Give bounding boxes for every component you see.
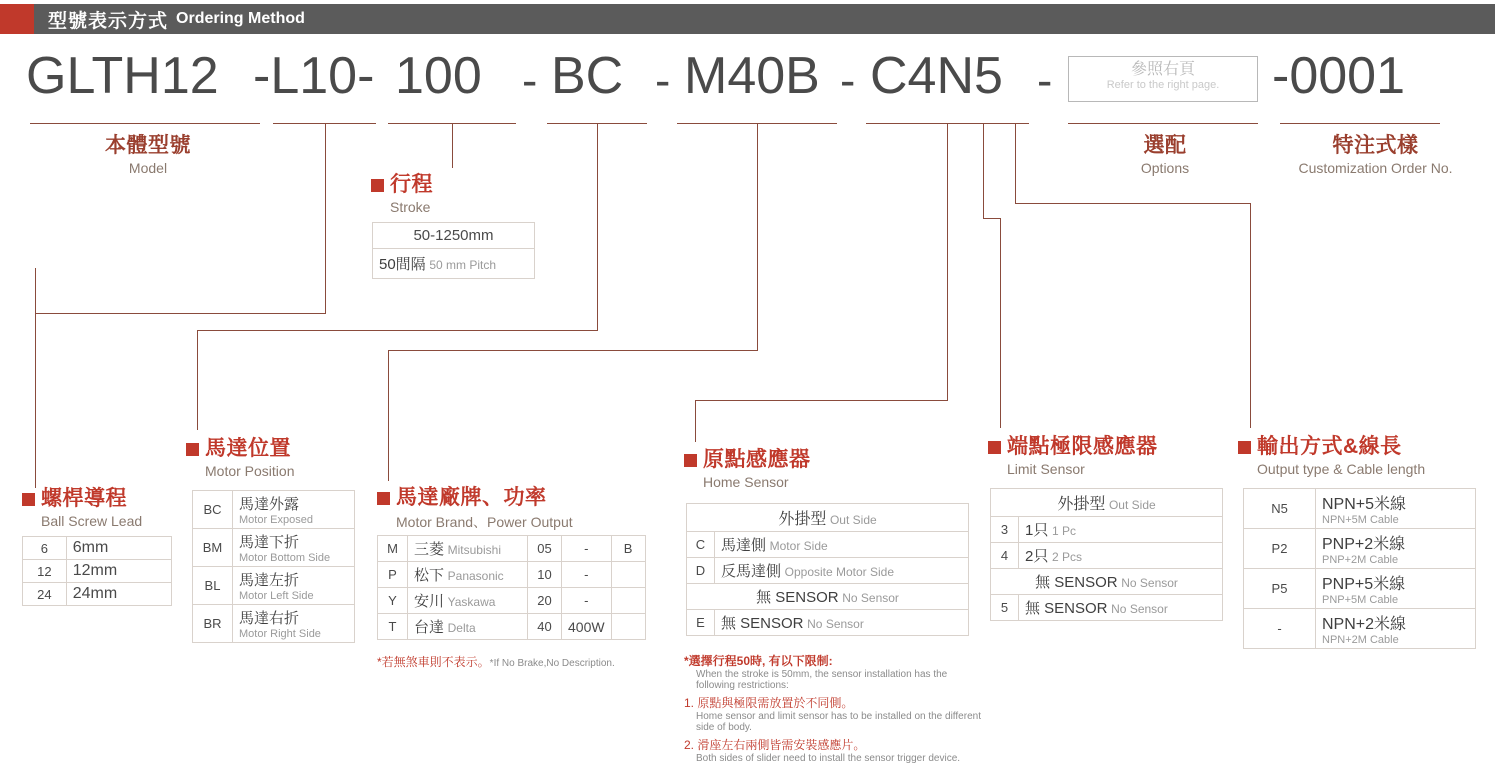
- home-code: D: [687, 558, 715, 584]
- lead-value: 12mm: [66, 560, 171, 583]
- label-custom-cn: 特注式樣: [1332, 134, 1419, 157]
- brand-en: Yaskawa: [447, 595, 496, 609]
- connector-limit-v1: [983, 123, 984, 218]
- stroke-range: 50-1250mm: [373, 223, 535, 249]
- table-row: [687, 610, 969, 636]
- brand-power: 05: [528, 536, 562, 562]
- label-motor-position: [186, 432, 294, 479]
- table-row: [1244, 609, 1476, 649]
- output-en: NPN+2M Cable: [1322, 634, 1399, 646]
- brand-brake: [611, 562, 645, 588]
- lead-value: 24mm: [66, 583, 171, 606]
- label-output-en: Output type & Cable length: [1257, 461, 1426, 477]
- header-bar: [34, 4, 1495, 34]
- pn-custom: -0001: [1272, 47, 1405, 105]
- table-row: [991, 569, 1223, 595]
- label-model-cn: 本體型號: [105, 134, 191, 157]
- stroke-pitch-cn: 50間隔: [379, 256, 426, 273]
- output-code: N5: [1244, 489, 1316, 529]
- lead-code: 6: [23, 537, 67, 560]
- brand-en: Delta: [447, 621, 476, 635]
- label-home-en: Home Sensor: [703, 474, 789, 490]
- table-row: [1244, 529, 1476, 569]
- connector-motorpos-v1: [597, 123, 598, 330]
- brand-code: P: [378, 562, 408, 588]
- table-row: [1244, 489, 1476, 529]
- limit-code: 4: [991, 543, 1019, 569]
- connector-home-h: [695, 400, 948, 401]
- options-placeholder-cn: 參照右頁: [1130, 61, 1195, 78]
- limit-header-cn: 外掛型: [1057, 496, 1106, 513]
- motorpos-code: BM: [193, 529, 233, 567]
- limit-cn: 2只: [1025, 548, 1049, 565]
- motorpos-cn: 馬達左折: [239, 572, 300, 589]
- pn-stroke: 100: [395, 47, 482, 105]
- brand-brake: [611, 614, 645, 640]
- limit-en: No Sensor: [1111, 602, 1168, 616]
- connector-output-h: [1015, 203, 1250, 204]
- brand-brake: B: [611, 536, 645, 562]
- underline-custom: [1280, 123, 1440, 124]
- lead-code: 24: [23, 583, 67, 606]
- page-header: [0, 4, 1495, 34]
- lead-value: 6mm: [66, 537, 171, 560]
- ball-screw-lead-table: [22, 536, 172, 606]
- connector-brand-v1: [757, 123, 758, 350]
- label-options-cn: 選配: [1143, 134, 1187, 157]
- connector-stroke-v: [452, 123, 453, 168]
- pn-dash-1: -: [522, 54, 538, 106]
- motorpos-code: BR: [193, 605, 233, 643]
- brand-code: M: [378, 536, 408, 562]
- motor-brand-note-en: *If No Brake,No Description.: [489, 658, 615, 669]
- connector-motorpos-v2: [197, 330, 198, 430]
- label-options-en: Options: [1140, 160, 1190, 176]
- home-header-en: Out Side: [829, 513, 877, 527]
- limit-sensor-table: [990, 488, 1223, 621]
- table-row: [23, 583, 172, 606]
- limit-cn: 1只: [1025, 522, 1049, 539]
- brand-cn: 松下: [414, 567, 445, 584]
- home-note-1-en: Home sensor and limit sensor has to be installed on the different side of body.: [696, 711, 981, 733]
- output-code: P2: [1244, 529, 1316, 569]
- brand-en: Panasonic: [447, 569, 504, 583]
- label-stroke: [371, 168, 433, 215]
- table-row: [1244, 569, 1476, 609]
- output-code: -: [1244, 609, 1316, 649]
- pn-dash-2: -: [655, 54, 671, 106]
- table-row: [373, 249, 535, 279]
- table-row: [991, 543, 1223, 569]
- label-brand-en: Motor Brand、Power Output: [396, 514, 573, 530]
- label-motor-brand: [377, 481, 573, 532]
- label-limit-cn: 端點極限感應器: [1007, 435, 1158, 458]
- motor-position-table: [192, 490, 355, 643]
- label-limit-sensor: [988, 430, 1158, 477]
- home-code: C: [687, 532, 715, 558]
- pn-motor-brand: M40B: [684, 47, 820, 105]
- bullet-square-icon: [377, 492, 390, 505]
- motorpos-cn: 馬達右折: [239, 610, 300, 627]
- table-row: [687, 532, 969, 558]
- label-lead-cn: 螺桿導程: [41, 487, 127, 510]
- pn-model: GLTH12: [26, 47, 219, 105]
- table-row: [991, 595, 1223, 621]
- motorpos-en: Motor Left Side: [239, 590, 314, 602]
- brand-power: 20: [528, 588, 562, 614]
- connector-home-v2: [695, 400, 696, 442]
- underline-options: [1068, 123, 1258, 124]
- label-ball-screw-lead: [22, 482, 142, 529]
- connector-output-v1: [1015, 123, 1016, 203]
- home-cn: 馬達側: [721, 537, 767, 554]
- label-options: [1100, 129, 1230, 176]
- output-en: NPN+5M Cable: [1322, 514, 1399, 526]
- motor-brand-note-cn: *若無煞車則不表示。: [377, 655, 490, 669]
- table-row: [193, 567, 355, 605]
- output-cn: PNP+2米線: [1322, 536, 1406, 553]
- home-note-2-cn: 2. 滑座左右兩側皆需安裝感應片。: [684, 738, 866, 752]
- brand-cn: 台達: [414, 619, 445, 636]
- motorpos-en: Motor Exposed: [239, 514, 313, 526]
- output-code: P5: [1244, 569, 1316, 609]
- label-lead-en: Ball Screw Lead: [41, 513, 143, 529]
- home-note-1-cn: 1. 原點與極限需放置於不同側。: [684, 696, 854, 710]
- connector-lead-h: [35, 313, 326, 314]
- connector-limit-h: [983, 218, 1000, 219]
- brand-power: 10: [528, 562, 562, 588]
- brand-cn: 三菱: [414, 541, 445, 558]
- table-row: [193, 529, 355, 567]
- motorpos-en: Motor Bottom Side: [239, 552, 331, 564]
- brand-power: 40: [528, 614, 562, 640]
- output-cn: NPN+5米線: [1322, 496, 1407, 513]
- output-cn: PNP+5米線: [1322, 576, 1406, 593]
- pn-sensor: C4N5: [870, 47, 1003, 105]
- label-custom: [1278, 129, 1473, 176]
- label-motorpos-en: Motor Position: [205, 463, 295, 479]
- connector-brand-v2: [388, 350, 389, 481]
- home-en: Opposite Motor Side: [784, 565, 895, 579]
- label-home-cn: 原點感應器: [703, 448, 811, 471]
- pn-dash-4: -: [1037, 54, 1053, 106]
- brand-code: Y: [378, 588, 408, 614]
- connector-output-v2: [1250, 203, 1251, 428]
- options-placeholder-box[interactable]: [1068, 56, 1258, 102]
- home-header-cn: 外掛型: [778, 511, 827, 528]
- stroke-table: [372, 222, 535, 279]
- home-note-2-en: Both sides of slider need to install the sensor trigger device.: [696, 753, 961, 764]
- connector-lead-v1: [325, 123, 326, 313]
- motorpos-cn: 馬達下折: [239, 534, 300, 551]
- limit-en: No Sensor: [1121, 576, 1178, 590]
- label-model: [68, 129, 228, 176]
- brand-en: Mitsubishi: [447, 543, 501, 557]
- table-row: [378, 588, 646, 614]
- lead-code: 12: [23, 560, 67, 583]
- motorpos-en: Motor Right Side: [239, 628, 321, 640]
- limit-header-en: Out Side: [1108, 498, 1156, 512]
- label-model-en: Model: [128, 160, 168, 176]
- pn-lead: -L10-: [253, 47, 375, 105]
- stroke-pitch-en: 50 mm Pitch: [429, 258, 496, 272]
- brand-cn: 安川: [414, 593, 445, 610]
- header-accent-block: [0, 4, 34, 34]
- table-row: [23, 560, 172, 583]
- table-row: [687, 584, 969, 610]
- label-output-type: [1238, 430, 1425, 477]
- home-en: Motor Side: [769, 539, 828, 553]
- motor-brand-note: [377, 653, 615, 671]
- brand-dash: -: [562, 562, 612, 588]
- connector-brand-h: [388, 350, 758, 351]
- home-sensor-notes: [684, 652, 996, 764]
- table-row: [378, 614, 646, 640]
- home-en: No Sensor: [842, 591, 899, 605]
- brand-brake: [611, 588, 645, 614]
- brand-code: T: [378, 614, 408, 640]
- label-motorpos-cn: 馬達位置: [205, 437, 291, 460]
- brand-dash: -: [562, 588, 612, 614]
- home-cn: 無 SENSOR: [756, 589, 839, 606]
- connector-lead-v2: [35, 268, 36, 488]
- brand-dash: 400W: [562, 614, 612, 640]
- home-code: E: [687, 610, 715, 636]
- brand-dash: -: [562, 536, 612, 562]
- header-title-cn: 型號表示方式: [48, 10, 169, 32]
- limit-code: 5: [991, 595, 1019, 621]
- table-row: [373, 223, 535, 249]
- motorpos-code: BC: [193, 491, 233, 529]
- table-row: [687, 504, 969, 532]
- bullet-square-icon: [22, 493, 35, 506]
- bullet-square-icon: [684, 454, 697, 467]
- underline-model: [30, 123, 260, 124]
- table-row: [23, 537, 172, 560]
- limit-en: 2 Pcs: [1051, 550, 1082, 564]
- output-cn: NPN+2米線: [1322, 616, 1407, 633]
- label-stroke-en: Stroke: [390, 199, 431, 215]
- table-row: [378, 562, 646, 588]
- home-note-title-cn: *選擇行程50時, 有以下限制:: [684, 654, 833, 668]
- table-row: [193, 605, 355, 643]
- pn-dash-3: -: [840, 54, 856, 106]
- home-sensor-table: [686, 503, 969, 636]
- table-row: [991, 489, 1223, 517]
- motor-brand-table: [377, 535, 646, 640]
- pn-motor-position: BC: [551, 47, 624, 105]
- limit-cn: 無 SENSOR: [1035, 574, 1118, 591]
- output-en: PNP+2M Cable: [1322, 554, 1399, 566]
- output-en: PNP+5M Cable: [1322, 594, 1399, 606]
- connector-home-v1: [947, 123, 948, 400]
- header-title-en: Ordering Method: [176, 10, 305, 27]
- part-number-row: [0, 46, 1495, 118]
- motorpos-cn: 馬達外露: [239, 496, 300, 513]
- table-row: [687, 558, 969, 584]
- connector-limit-v2: [1000, 218, 1001, 428]
- home-cn: 反馬達側: [721, 563, 782, 580]
- label-brand-cn: 馬達廠牌、功率: [396, 486, 547, 509]
- bullet-square-icon: [1238, 441, 1251, 454]
- bullet-square-icon: [988, 441, 1001, 454]
- bullet-square-icon: [371, 179, 384, 192]
- limit-en: 1 Pc: [1051, 524, 1076, 538]
- table-row: [378, 536, 646, 562]
- connector-motorpos-h: [197, 330, 598, 331]
- limit-cn: 無 SENSOR: [1025, 600, 1108, 617]
- limit-code: 3: [991, 517, 1019, 543]
- motorpos-code: BL: [193, 567, 233, 605]
- bullet-square-icon: [186, 443, 199, 456]
- label-stroke-cn: 行程: [390, 173, 433, 196]
- output-type-table: [1243, 488, 1476, 649]
- table-row: [193, 491, 355, 529]
- home-note-title-en: When the stroke is 50mm, the sensor installation has the following restrictions:: [696, 669, 948, 691]
- home-cn: 無 SENSOR: [721, 615, 804, 632]
- label-output-cn: 輸出方式&線長: [1257, 435, 1402, 458]
- options-placeholder-en: Refer to the right page.: [1106, 79, 1220, 91]
- home-en: No Sensor: [807, 617, 864, 631]
- label-custom-en: Customization Order No.: [1298, 160, 1453, 176]
- label-limit-en: Limit Sensor: [1007, 461, 1085, 477]
- label-home-sensor: [684, 443, 811, 490]
- table-row: [991, 517, 1223, 543]
